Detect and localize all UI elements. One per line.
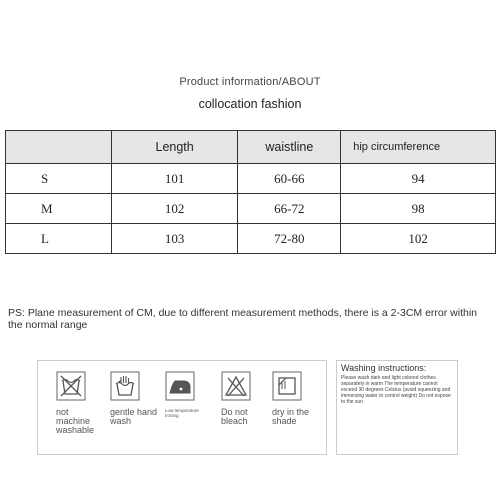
waist-cell: 60-66 xyxy=(238,164,341,194)
hand-wash-icon xyxy=(110,371,140,401)
washing-title: Washing instructions: xyxy=(341,363,427,373)
washing-instructions-panel xyxy=(336,360,458,455)
iron-low-icon xyxy=(165,371,195,401)
care-label: Low temperature ironing xyxy=(165,408,199,418)
size-cell: M xyxy=(6,194,112,224)
header-subtitle: collocation fashion xyxy=(198,97,302,111)
care-item-no-machine-wash xyxy=(56,371,101,435)
header-waistline: waistline xyxy=(238,131,341,164)
hip-cell: 102 xyxy=(341,224,496,254)
table-header-row xyxy=(6,131,496,164)
table-row xyxy=(6,164,496,194)
length-cell: 102 xyxy=(111,194,238,224)
size-cell: L xyxy=(6,224,112,254)
header-length: Length xyxy=(111,131,238,164)
size-cell: S xyxy=(6,164,112,194)
size-table xyxy=(5,130,496,254)
header-hip: hip circumference xyxy=(341,131,496,164)
care-item-shade-dry xyxy=(272,371,317,426)
header-size xyxy=(6,131,112,164)
care-label: dry in the shade xyxy=(272,407,310,426)
care-item-iron-low xyxy=(165,371,210,418)
length-cell: 103 xyxy=(111,224,238,254)
length-cell: 101 xyxy=(111,164,238,194)
table-row xyxy=(6,224,496,254)
care-label: not machine washable xyxy=(56,407,95,435)
hip-cell: 94 xyxy=(341,164,496,194)
no-bleach-icon xyxy=(221,371,251,401)
no-machine-wash-icon xyxy=(56,371,86,401)
header-title: Product information/ABOUT xyxy=(179,76,321,88)
care-symbols-panel xyxy=(37,360,327,455)
hip-cell: 98 xyxy=(341,194,496,224)
table-row xyxy=(6,194,496,224)
care-item-no-bleach xyxy=(221,371,266,426)
measurement-note: PS: Plane measurement of CM, due to different measurement methods, there is a 2-3CM error within the normal range xyxy=(8,307,478,331)
care-label: gentle hand wash xyxy=(110,407,158,426)
shade-dry-icon xyxy=(272,371,302,401)
waist-cell: 72-80 xyxy=(238,224,341,254)
washing-text: Please wash dark and light colored clothes separately in warm The temperature cannot exceed 30 degrees Celsius (avoid squeezing and immersing water to control weight) Do not expose to the sun xyxy=(341,375,451,405)
waist-cell: 66-72 xyxy=(238,194,341,224)
care-label: Do not bleach xyxy=(221,407,248,426)
care-item-hand-wash xyxy=(110,371,158,426)
